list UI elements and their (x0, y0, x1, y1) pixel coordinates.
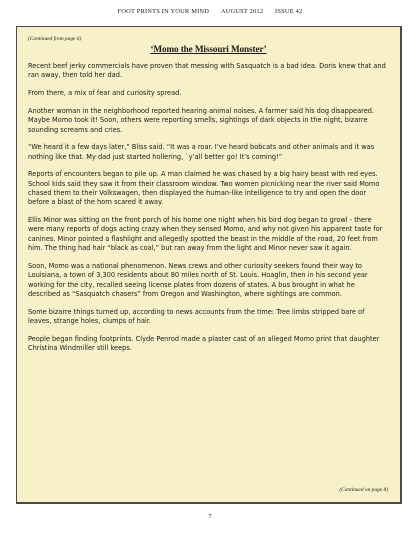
issue-number: ISSUE 42 (275, 8, 303, 15)
article-panel (16, 26, 402, 504)
article-paragraph: Some bizarre things turned up, according to news accounts from the time: Tree limbs stripped bare of leaves, strange holes, clumps of hair. (28, 307, 365, 325)
article-paragraph: Soon, Momo was a national phenomenon. News crews and other curiosity seekers found their way to Louisiana, a town of 3,300 residents about 80 miles north of St. Louis. Hoaglin, then in his second year working for the city, recalled seeing license plates from dozens of states. A bus brought in what he described as “Sasquatch chasers” from Oregon and Washington, where sightings are common. (28, 261, 368, 298)
issue-date: AUGUST 2012 (220, 8, 264, 15)
publication-name: FOOT PRINTS IN YOUR MIND (117, 8, 210, 15)
continued-on-note: (Continued on page 8) (339, 487, 388, 493)
article-paragraph: Another woman in the neighborhood reported hearing animal noises. A farmer said his dog disappeared. Maybe Momo took it! Soon, others were reporting smells, sightings of dark objects in the night, bizarre sounding screams and cries. (28, 106, 375, 134)
article-paragraph: Ellis Minor was sitting on the front porch of his home one night when his bird dog began to growl - there were many reports of dogs acting crazy when they sensed Momo, and why not given his apparent taste for canines. Minor pointed a flashlight and allegedly spotted the beast in the middle of the road, 20 feet from him. The thing had hair “black as coal,” but ran away from the light and Minor never saw it again. (28, 216, 383, 253)
article-paragraph: “We heard it a few days later,” Bliss said. “It was a roar. I’ve heard bobcats and other animals and it was nothing like that. My dad just started hollering, `y’all better go! It’s coming!” (28, 143, 375, 161)
article-title: ‘Momo the Missouri Monster’ (150, 44, 267, 54)
continued-from-note: (Continued from page 6) (28, 36, 82, 42)
article-paragraph: People began finding footprints. Clyde Penrod made a plaster cast of an alleged Momo print that daughter Christina Windmiller still keeps. (28, 334, 380, 353)
article-paragraph: Recent beef jerky commercials have proven that messing with Sasquatch is a bad idea. Doris knew that and ran away, then told her dad. (28, 62, 386, 80)
page-number: 7 (208, 513, 212, 520)
article-paragraph: Reports of encounters began to pile up. A man claimed he was chased by a big hairy beast with red eyes. School kids said they saw it from their classroom window. Two women picnicking near the river said Momo chased them to their Volkswagen, then displayed the human-like intelligence to try and open the door before a blast of the horn scared it away. (28, 170, 380, 207)
page-header (0, 8, 420, 15)
article-paragraph: From there, a mix of fear and curiosity spread. (28, 89, 182, 98)
